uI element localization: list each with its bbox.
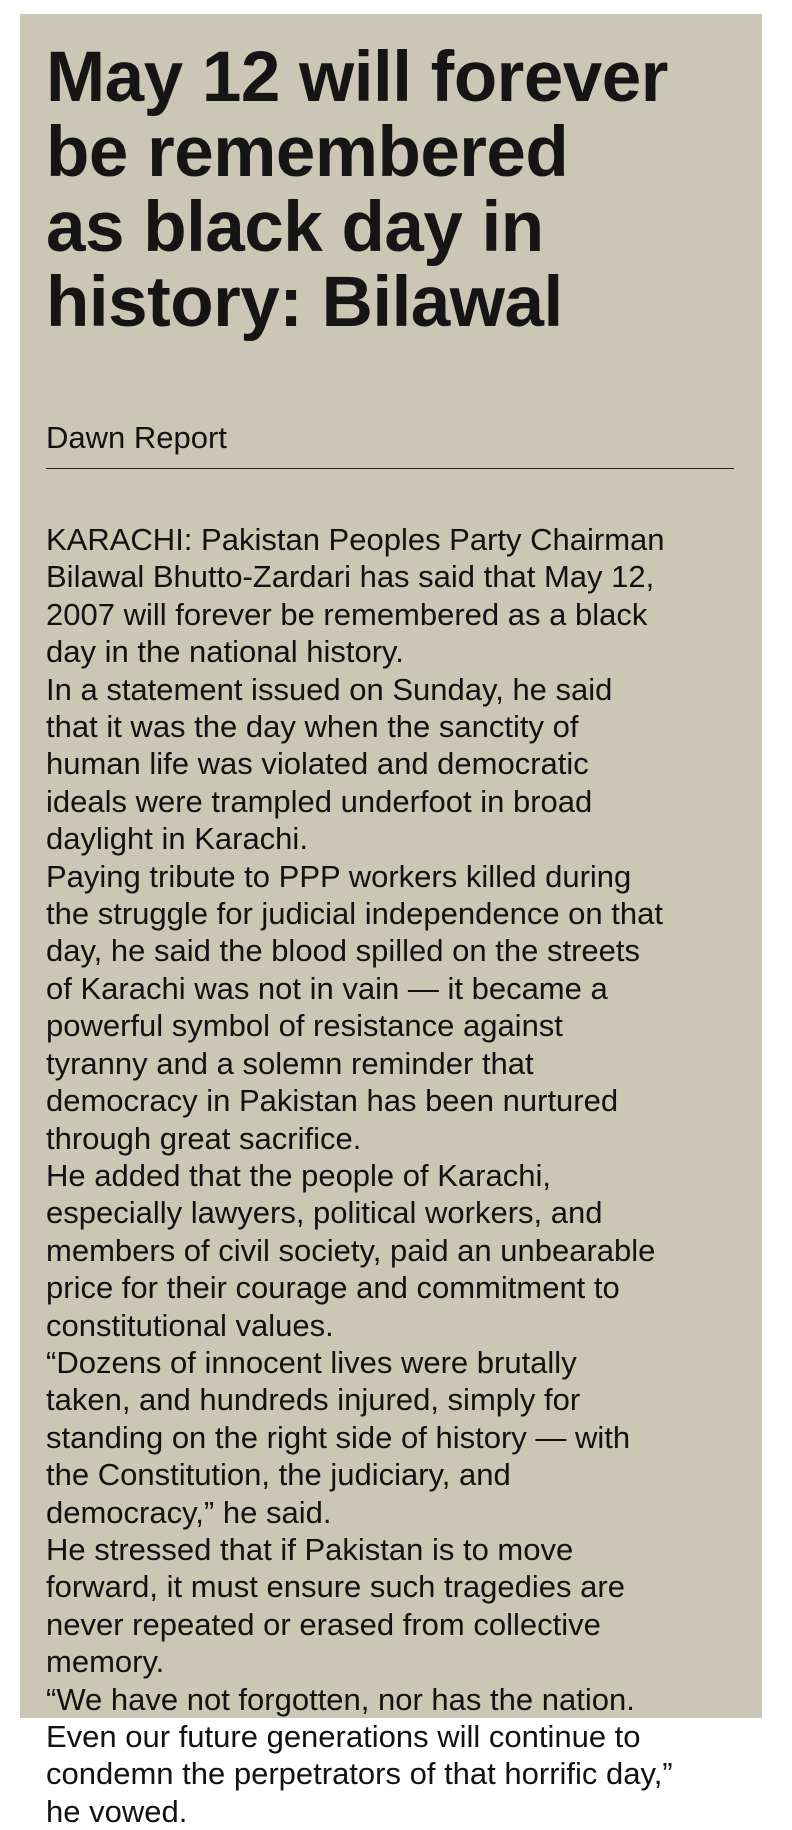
headline: May 12 will forever be remembered as black day in history: Bilawal (46, 38, 668, 342)
paragraph: He stressed that if Pakistan is to move forward, it must ensure such tragedies are never repeated or erased from collective memory. (46, 1531, 625, 1680)
paragraph: KARACHI: Pakistan Peoples Party Chairman Bilawal Bhutto-Zardari has said that May 12, 2007 will forever be remembered as a black day in the national history. (46, 522, 665, 670)
article-body (46, 521, 734, 1830)
paragraph: In a statement issued on Sunday, he said that it was the day when the sanctity of human life was violated and democratic ideals were trampled underfoot in broad daylight in Karachi. (46, 671, 613, 857)
paragraph: “Dozens of innocent lives were brutally taken, and hundreds injured, simply for standing on the right side of history — with the Constitution, the judiciary, and democracy,” he said. (46, 1344, 631, 1530)
news-clipping (20, 14, 762, 1829)
paragraph: Paying tribute to PPP workers killed during the struggle for judicial independence on that day, he said the blood spilled on the streets of Karachi was not in vain — it became a powerful symbol of resistance against tyranny and a solemn reminder that democracy in Pakistan has been nurtured through great sacrifice. (46, 858, 663, 1156)
paragraph: He added that the people of Karachi, especially lawyers, political workers, and members of civil society, paid an unbearable price for their courage and commitment to constitutional values. (46, 1157, 656, 1343)
paragraph: “We have not forgotten, nor has the nation. Even our future generations will continue to condemn the perpetrators of that horrific day,” he vowed. (46, 1681, 673, 1829)
byline: Dawn Report (46, 420, 734, 469)
